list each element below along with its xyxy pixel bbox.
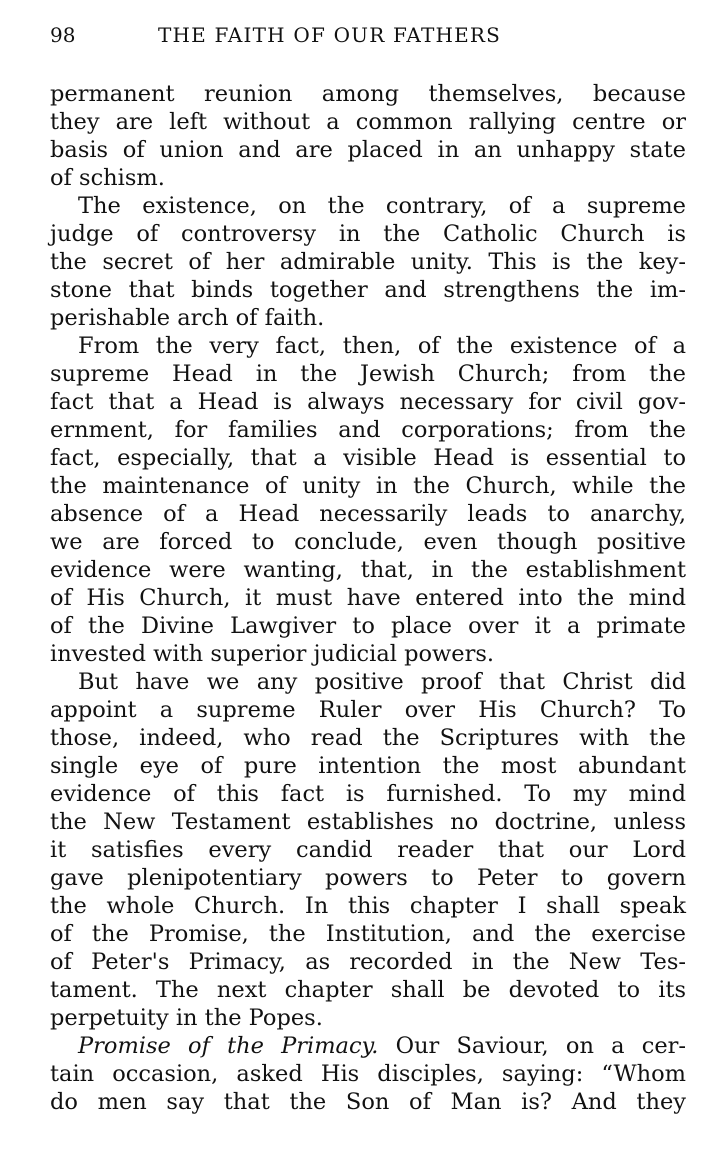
section-heading: Promise of the Primacy. bbox=[78, 1033, 379, 1059]
text-line: perpetuity in the Popes. bbox=[50, 1005, 323, 1031]
text-line: fact that a Head is always necessary for civil gov- bbox=[50, 389, 686, 415]
text-line: the maintenance of unity in the Church, while the bbox=[50, 473, 686, 499]
text-line: of schism. bbox=[50, 165, 165, 191]
text-line: fact, especially, that a visible Head is essential to bbox=[50, 445, 686, 471]
text-line: of the Promise, the Institution, and the exercise bbox=[50, 921, 686, 947]
text-line: stone that binds together and strengthens the im- bbox=[50, 277, 686, 303]
text-line: ernment, for families and corporations; from the bbox=[50, 417, 686, 443]
text-line: it satisfies every candid reader that our Lord bbox=[50, 837, 686, 863]
text-line: supreme Head in the Jewish Church; from the bbox=[50, 361, 686, 387]
body-text bbox=[50, 80, 686, 1116]
text-line: gave plenipotentiary powers to Peter to govern bbox=[50, 865, 686, 891]
text-line: The existence, on the contrary, of a supreme bbox=[78, 193, 686, 219]
text-line: appoint a supreme Ruler over His Church? To bbox=[50, 697, 686, 723]
text-line: of His Church, it must have entered into the mind bbox=[50, 585, 686, 611]
text-line: permanent reunion among themselves, because bbox=[50, 81, 686, 107]
text-line: they are left without a common rallying centre or bbox=[50, 109, 686, 135]
text-line: do men say that the Son of Man is? And they bbox=[50, 1089, 686, 1115]
text-line: the New Testament establishes no doctrine, unless bbox=[50, 809, 686, 835]
text-line: basis of union and are placed in an unhappy state bbox=[50, 137, 686, 163]
text-line: perishable arch of faith. bbox=[50, 305, 325, 331]
text-line: From the very fact, then, of the existence of a bbox=[78, 333, 686, 359]
text-line: of the Divine Lawgiver to place over it a primate bbox=[50, 613, 686, 639]
running-head bbox=[50, 20, 686, 50]
text-line: single eye of pure intention the most abundant bbox=[50, 753, 686, 779]
text-line: But have we any positive proof that Christ did bbox=[78, 669, 686, 695]
text-line: evidence of this fact is furnished. To my mind bbox=[50, 781, 686, 807]
page-number: 98 bbox=[50, 23, 76, 47]
text-line: tament. The next chapter shall be devoted to its bbox=[50, 977, 686, 1003]
section-heading-line bbox=[50, 1032, 686, 1060]
section-heading-continuation: Our Saviour, on a cer- bbox=[378, 1033, 686, 1059]
text-line: of Peter's Primacy, as recorded in the New Tes- bbox=[50, 949, 686, 975]
running-title: THE FAITH OF OUR FATHERS bbox=[158, 23, 502, 47]
text-line: tain occasion, asked His disciples, saying: “Whom bbox=[50, 1061, 686, 1087]
text-line: judge of controversy in the Catholic Church is bbox=[50, 221, 686, 247]
text-line: absence of a Head necessarily leads to anarchy, bbox=[50, 501, 686, 527]
text-line: we are forced to conclude, even though positive bbox=[50, 529, 686, 555]
text-line: the secret of her admirable unity. This is the key- bbox=[50, 249, 686, 275]
text-line: invested with superior judicial powers. bbox=[50, 641, 495, 667]
text-line: evidence were wanting, that, in the establishment bbox=[50, 557, 686, 583]
text-line: those, indeed, who read the Scriptures with the bbox=[50, 725, 686, 751]
text-line: the whole Church. In this chapter I shall speak bbox=[50, 893, 686, 919]
